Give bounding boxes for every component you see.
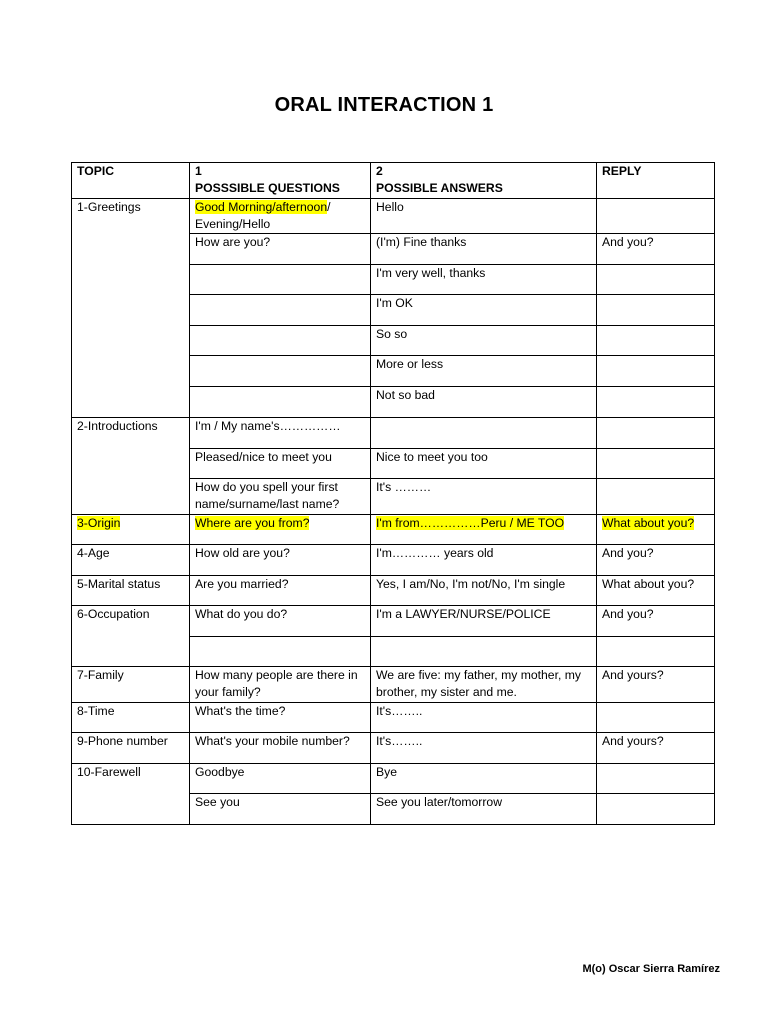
question-cell: How are you? [190, 234, 371, 265]
answer-cell: Nice to meet you too [371, 449, 597, 479]
header-topic: TOPIC [72, 163, 190, 199]
table-row [72, 576, 715, 606]
question-cell: Pleased/nice to meet you [190, 449, 371, 479]
answer-cell: More or less [371, 356, 597, 387]
topic-cell-phone: 9-Phone number [72, 733, 190, 764]
question-cell [190, 326, 371, 356]
reply-cell: What about you? [597, 515, 715, 545]
answer-cell [371, 637, 597, 667]
answer-cell: I'm from……………Peru / ME TOO [371, 515, 597, 545]
header-answers [371, 163, 597, 199]
highlighted-text: Good Morning/afternoon [195, 200, 328, 214]
reply-cell [597, 703, 715, 733]
reply-cell: And you? [597, 606, 715, 637]
reply-cell: And yours? [597, 733, 715, 764]
answer-cell: I'm a LAWYER/NURSE/POLICE [371, 606, 597, 637]
question-cell: How do you spell your first name/surname/last name? [190, 479, 371, 515]
reply-cell [597, 794, 715, 825]
question-cell: See you [190, 794, 371, 825]
question-cell: What do you do? [190, 606, 371, 637]
page-title: ORAL INTERACTION 1 [274, 94, 494, 116]
topic-cell-farewell: 10-Farewell [72, 764, 190, 825]
reply-cell: And yours? [597, 667, 715, 703]
table-row [72, 199, 715, 234]
oral-interaction-table [71, 162, 715, 825]
answer-cell: Not so bad [371, 387, 597, 418]
topic-cell-introductions: 2-Introductions [72, 418, 190, 515]
question-cell [190, 387, 371, 418]
question-cell [190, 295, 371, 326]
header-questions-label: POSSSIBLE QUESTIONS [195, 181, 340, 195]
question-cell: Good Morning/afternoon/ Evening/Hello [190, 199, 371, 234]
reply-cell: What about you? [597, 576, 715, 606]
reply-cell [597, 356, 715, 387]
topic-cell-greetings: 1-Greetings [72, 199, 190, 418]
header-questions-number: 1 [195, 164, 202, 178]
author-signature: M(o) Oscar Sierra Ramírez [582, 963, 720, 975]
table-row [72, 606, 715, 637]
question-cell: How many people are there in your family? [190, 667, 371, 703]
answer-cell: It's ……… [371, 479, 597, 515]
answer-cell: So so [371, 326, 597, 356]
topic-cell-age: 4-Age [72, 545, 190, 576]
reply-cell [597, 199, 715, 234]
question-cell: I'm / My name's…………… [190, 418, 371, 449]
table-header-row [72, 163, 715, 199]
table-row [72, 418, 715, 449]
question-cell: Goodbye [190, 764, 371, 794]
answer-cell: It's…….. [371, 703, 597, 733]
answer-cell: It's…….. [371, 733, 597, 764]
reply-cell [597, 418, 715, 449]
question-cell [190, 356, 371, 387]
question-cell: Are you married? [190, 576, 371, 606]
table-row [72, 733, 715, 764]
answer-cell: I'm very well, thanks [371, 265, 597, 295]
answer-cell: Bye [371, 764, 597, 794]
table-row [72, 764, 715, 794]
reply-cell [597, 479, 715, 515]
question-cell [190, 265, 371, 295]
answer-cell [371, 418, 597, 449]
topic-cell-family: 7-Family [72, 667, 190, 703]
answer-cell: We are five: my father, my mother, my brother, my sister and me. [371, 667, 597, 703]
reply-cell: And you? [597, 545, 715, 576]
answer-cell: I'm OK [371, 295, 597, 326]
table-row [72, 667, 715, 703]
answer-cell: Hello [371, 199, 597, 234]
question-cell [190, 637, 371, 667]
reply-cell [597, 449, 715, 479]
topic-cell-origin: 3-Origin [72, 515, 190, 545]
header-answers-label: POSSIBLE ANSWERS [376, 181, 503, 195]
table-row [72, 703, 715, 733]
answer-cell: (I'm) Fine thanks [371, 234, 597, 265]
reply-cell [597, 295, 715, 326]
answer-cell: I'm………… years old [371, 545, 597, 576]
reply-cell [597, 265, 715, 295]
reply-cell [597, 637, 715, 667]
table-row [72, 515, 715, 545]
table-row [72, 545, 715, 576]
topic-cell-occupation: 6-Occupation [72, 606, 190, 667]
question-cell: What's the time? [190, 703, 371, 733]
header-answers-number: 2 [376, 164, 383, 178]
question-cell: What's your mobile number? [190, 733, 371, 764]
topic-cell-time: 8-Time [72, 703, 190, 733]
reply-cell [597, 387, 715, 418]
answer-cell: Yes, I am/No, I'm not/No, I'm single [371, 576, 597, 606]
header-reply: REPLY [597, 163, 715, 199]
reply-cell [597, 764, 715, 794]
header-questions [190, 163, 371, 199]
question-cell: Where are you from? [190, 515, 371, 545]
topic-cell-marital: 5-Marital status [72, 576, 190, 606]
reply-cell [597, 326, 715, 356]
reply-cell: And you? [597, 234, 715, 265]
answer-cell: See you later/tomorrow [371, 794, 597, 825]
question-cell: How old are you? [190, 545, 371, 576]
